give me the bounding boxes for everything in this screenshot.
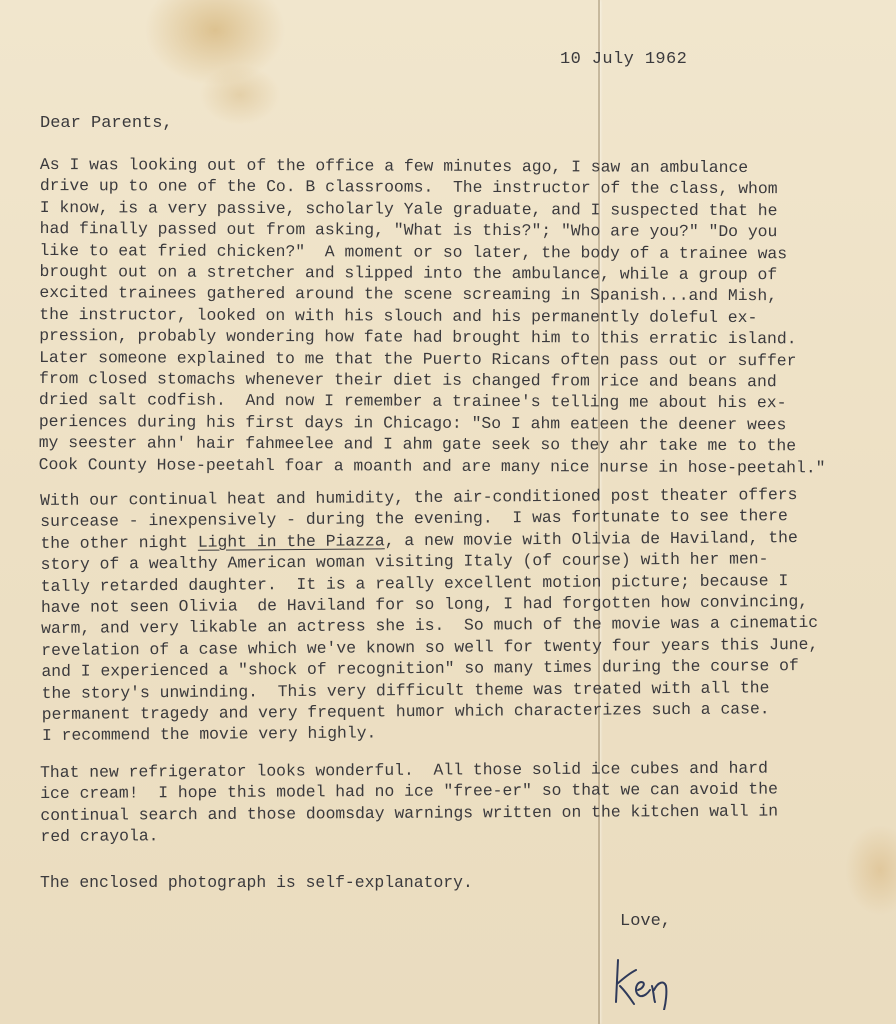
film-title: Light in the Piazza bbox=[197, 531, 385, 552]
paragraph-photograph bbox=[40, 872, 880, 893]
text-line: warm, and very likable an actress she is. So much of the movie was a cinematic bbox=[41, 613, 819, 639]
paragraph-movie bbox=[40, 483, 882, 746]
text-line: The enclosed photograph is self-explanatory. bbox=[40, 873, 473, 892]
closing: Love, bbox=[620, 912, 672, 931]
text-line: tally retarded daughter. It is a really excellent motion picture; because I bbox=[40, 570, 789, 596]
text-line: With our continual heat and humidity, the air-conditioned post theater offers bbox=[40, 485, 798, 510]
text-line: have not seen Olivia de Haviland for so long, I had forgotten how convincing, bbox=[40, 592, 809, 618]
text-line: excited trainees gathered around the scene screaming in Spanish...and Mish, bbox=[39, 283, 778, 306]
text-line: brought out on a stretcher and slipped into the ambulance, while a group of bbox=[39, 262, 778, 285]
text-line: I know, is a very passive, scholarly Yale graduate, and I suspected that he bbox=[39, 197, 778, 221]
text-line: drive up to one of the Co. B classrooms. The instructor of the class, whom bbox=[39, 176, 778, 199]
text-line: periences during his first days in Chicago: "So I ahm eateen the deener wees bbox=[38, 411, 787, 435]
text-line: That new refrigerator looks wonderful. All those solid ice cubes and hard bbox=[40, 758, 768, 782]
text-fragment: the other night bbox=[40, 532, 198, 553]
paragraph-ambulance bbox=[39, 154, 880, 479]
text-line: continual search and those doomsday warnings written on the kitchen wall in bbox=[40, 801, 779, 825]
text-line: I recommend the movie very highly. bbox=[41, 723, 377, 746]
salutation: Dear Parents, bbox=[40, 114, 173, 133]
text-line: like to eat fried chicken?" A moment or so later, the body of a trainee was bbox=[39, 240, 788, 263]
text-line: and I experienced a "shock of recognition" so many times during the course of bbox=[41, 656, 799, 682]
text-line: my seester ahn' hair fahmeelee and I ahm gate seek so they ahr take me to the bbox=[38, 433, 797, 456]
text-line: revelation of a case which we've known so well for twenty four years this June, bbox=[41, 634, 819, 660]
text-line: ice cream! I hope this model had no ice "free-er" so that we can avoid the bbox=[40, 779, 778, 804]
letter-date: 10 July 1962 bbox=[560, 50, 688, 69]
text-line: As I was looking out of the office a few minutes ago, I saw an ambulance bbox=[39, 154, 749, 178]
text-line: permanent tragedy and very frequent humor which characterizes such a case. bbox=[41, 699, 770, 725]
text-line: red crayola. bbox=[40, 826, 159, 847]
text-line: from closed stomachs whenever their diet is changed from rice and beans and bbox=[38, 369, 777, 392]
text-line: pression, probably wondering how fate had brought him to this erratic island. bbox=[39, 326, 797, 349]
text-fragment: , a new movie with Olivia de Haviland, the bbox=[384, 527, 798, 551]
text-line: story of a wealthy American woman visiting Italy (of course) with her men- bbox=[40, 549, 769, 575]
text-line: the instructor, looked on with his slouch and his permanently doleful ex- bbox=[39, 304, 758, 327]
text-line: the story's unwinding. This very difficult theme was treated with all the bbox=[41, 677, 770, 703]
handwritten-signature bbox=[608, 950, 678, 1010]
text-line: surcease - inexpensively - during the evening. I was fortunate to see there bbox=[40, 506, 788, 532]
paragraph-refrigerator bbox=[40, 757, 881, 848]
text-line: Later someone explained to me that the Puerto Ricans often pass out or suffer bbox=[39, 347, 797, 370]
text-line: had finally passed out from asking, "What is this?"; "Who are you?" "Do you bbox=[39, 219, 778, 242]
text-line: Cook County Hose-peetahl foar a moanth and are many nice nurse in hose-peetahl." bbox=[38, 454, 826, 478]
text-line: dried salt codfish. And now I remember a trainee's telling me about his ex- bbox=[38, 390, 787, 413]
